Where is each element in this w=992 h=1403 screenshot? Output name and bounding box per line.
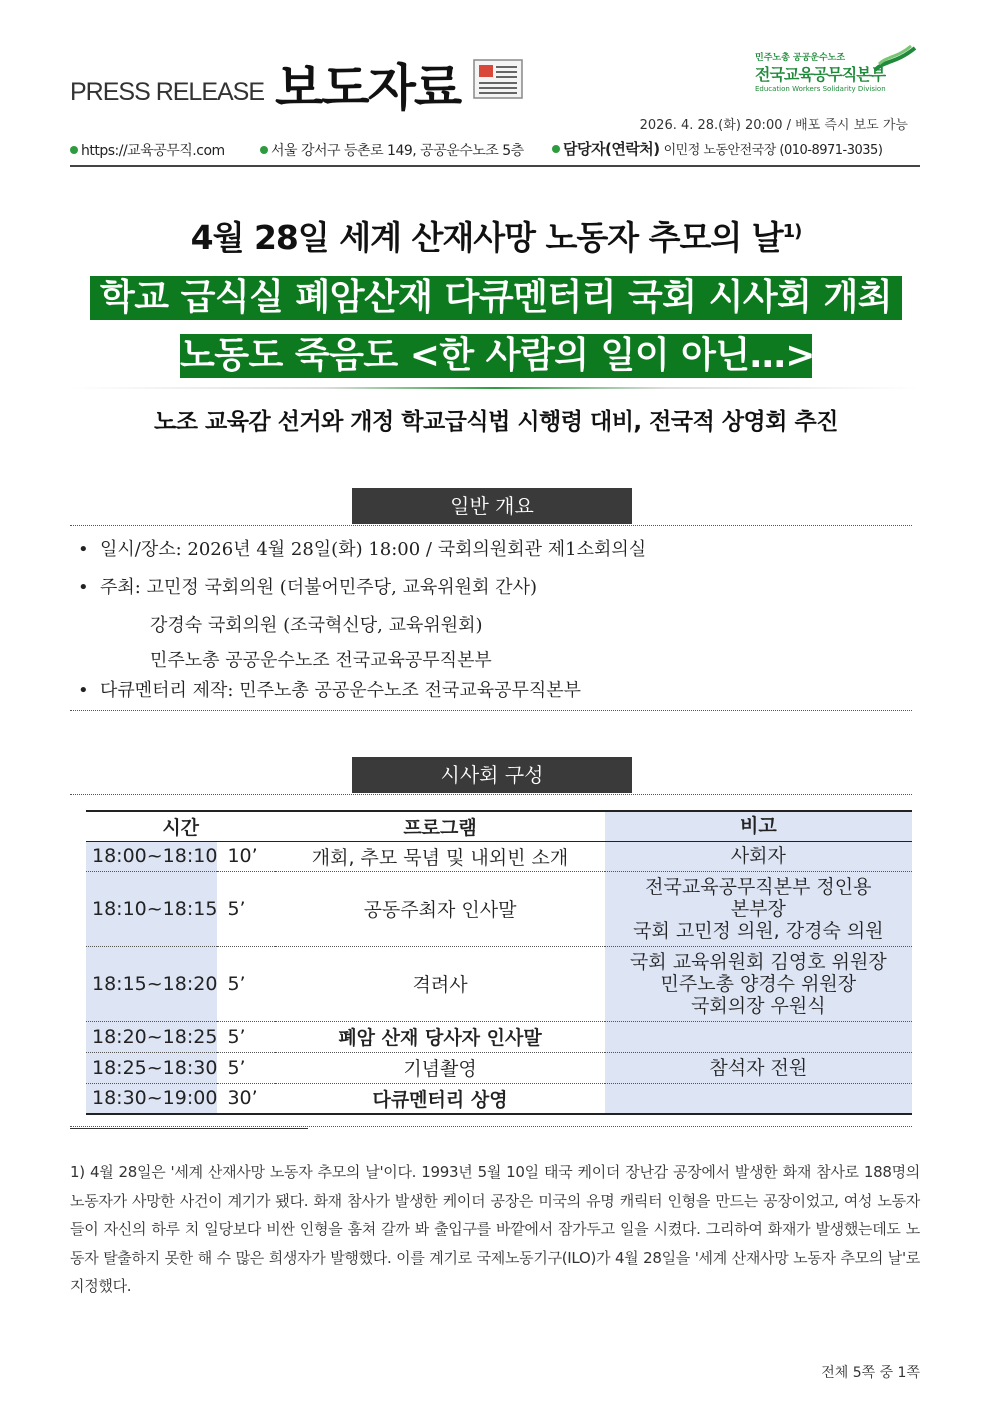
address-text: 서울 강서구 등촌로 149, 공공운수노조 5층 — [271, 143, 524, 159]
press-release-label: PRESS RELEASE — [70, 78, 265, 106]
release-date: 2026. 4. 28.(화) 20:00 / 배포 즉시 보도 가능 — [639, 118, 908, 133]
union-logo — [755, 48, 920, 104]
union-logo-english: Education Workers Solidarity Division — [755, 85, 886, 93]
col-program-header: 프로그램 — [275, 811, 604, 841]
main-title-text: 4월 28일 세계 산재사망 노동자 추모의 날 — [190, 218, 783, 257]
footnote-text: 1) 4월 28일은 '세계 산재사망 노동자 추모의 날'이다. 1993년 5월 10일 태국 케이더 장난감 공장에서 발생한 화재 참사로 188명의 노동자가 사망한 사건이 계기가 됐다. 화재 참사가 발생한 케이더 공장은 미국의 유명 캐릭터 인형을 만드는 공장이었고, 여성 노동자들이 자신의 하루 치 일당보다 비싼 인형을 훔쳐 갈까 봐 출입구를 바깥에서 잠가두고 일을 시켰다. 그리하여 화재가 발생했는데도 노동자 탈출하지 못한 해 수 많은 희생자가 발행했다. 이를 계기로 국제노동기구(ILO)가 4월 28일을 '세계 산재사망 노동자 추모의 날'로 지정했다. — [70, 1163, 920, 1295]
program-top-rule — [70, 794, 912, 795]
overview-production: • 다큐멘터리 제작: 민주노총 공공운수노조 전국교육공무직본부 — [78, 680, 582, 701]
table-header-row — [86, 811, 912, 841]
contact-value: 이민정 노동안전국장 (010-8971-3035) — [663, 143, 883, 158]
contact-info — [552, 138, 882, 159]
union-flag-icon — [873, 44, 917, 74]
table-row: 18:30~19:00 30’ 다큐멘터리 상영 — [86, 1083, 912, 1114]
overview-list — [78, 534, 646, 708]
overview-heading: 일반 개요 — [352, 488, 632, 524]
overview-cohost-2: 민주노총 공공운수노조 전국교육공무직본부 — [150, 650, 492, 671]
overview-cohost-1: 강경숙 국회의원 (조국혁신당, 교육위원회) — [150, 615, 483, 636]
table-row: 18:15~18:20 5’ 격려사 국회 교육위원회 김영호 위원장 민주노총 양경수 위원장 국회의장 우원식 — [86, 946, 912, 1021]
table-row: 18:20~18:25 5’ 폐암 산재 당사자 인사말 — [86, 1021, 912, 1052]
table-row: 18:10~18:15 5’ 공동주최자 인사말 전국교육공무직본부 정인용 본부장 국회 고민정 의원, 강경숙 의원 — [86, 871, 912, 946]
footnote-divider — [70, 1128, 308, 1129]
union-logo-line1: 민주노총 공공운수노조 — [755, 53, 846, 63]
headline-band-1: 학교 급식실 폐암산재 다큐멘터리 국회 시사회 개최 — [90, 276, 902, 320]
overview-top-rule — [70, 525, 912, 526]
overview-bottom-rule — [70, 710, 912, 711]
program-heading: 시사회 구성 — [352, 757, 632, 793]
press-release-title: 보도자료 — [275, 59, 461, 117]
title-divider — [70, 387, 920, 389]
footnote-ref: 1) — [782, 221, 802, 242]
col-time-header: 시간 — [86, 811, 275, 841]
page-number: 전체 5쪽 중 1쪽 — [821, 1365, 920, 1381]
program-bottom-rule — [70, 1126, 912, 1127]
subtitle: 노조 교육감 선거와 개정 학교급식법 시행령 대비, 전국적 상영회 추진 — [154, 409, 838, 435]
overview-datetime: • 일시/장소: 2026년 4월 28일(화) 18:00 / 국회의원회관 제1소회의실 — [78, 539, 647, 560]
website-link[interactable] — [70, 140, 225, 160]
overview-host: • 주최: 고민정 국회의원 (더불어민주당, 교육위원회 간사) — [78, 577, 537, 598]
headline-band-2: 노동도 죽음도 <한 사람의 일이 아닌…> — [180, 335, 815, 376]
table-row: 18:25~18:30 5’ 기념촬영 참석자 전원 — [86, 1052, 912, 1083]
header-divider — [70, 165, 920, 167]
newspaper-icon — [472, 58, 524, 100]
bullet-dot-icon — [70, 146, 78, 154]
contact-label: 담당자(연락처) — [563, 140, 660, 158]
table-row: 18:00~18:10 10’ 개회, 추모 묵념 및 내외빈 소개 사회자 — [86, 841, 912, 871]
address-info — [260, 140, 524, 160]
program-table — [86, 810, 912, 1115]
union-logo-name: 전국교육공무직본부 — [755, 65, 886, 84]
bullet-dot-icon — [260, 146, 268, 154]
col-note-header: 비고 — [605, 811, 912, 841]
bullet-dot-icon — [552, 145, 560, 153]
website-text: https://교육공무직.com — [81, 143, 225, 159]
main-title — [0, 212, 992, 259]
